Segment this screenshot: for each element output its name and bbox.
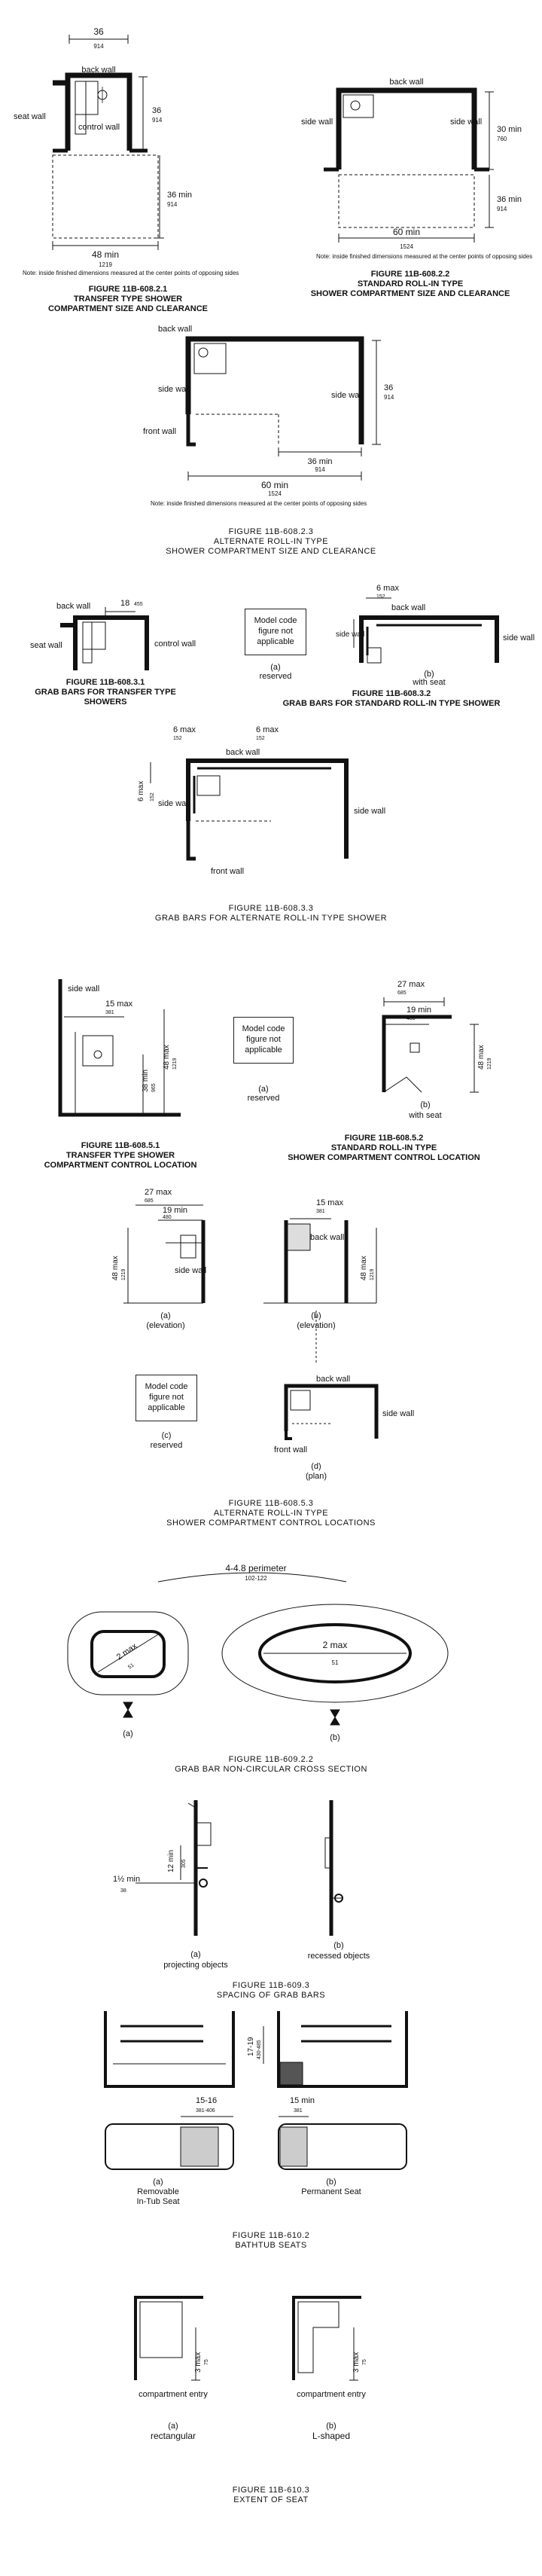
label-b: (b) [333, 1941, 344, 1950]
side-wall-label: side wall [68, 984, 100, 993]
dim-12-mm: 305 [181, 1859, 187, 1868]
dim-6b: 6 max [256, 725, 279, 734]
dim-bottom-mm: 1219 [99, 261, 112, 268]
dim-b: 2 max [322, 1640, 348, 1650]
dim-bottom: 48 min [91, 249, 120, 260]
dim-15-16-mm: 381-406 [196, 2108, 215, 2114]
label-d: (d) [311, 1462, 321, 1471]
dim-a-mm: 51 [127, 1662, 136, 1671]
label-a-text: projecting objects [163, 1961, 228, 1970]
dim-bottom: 60 min [392, 227, 421, 237]
caption-line: SHOWER COMPARTMENT CONTROL LOCATIONS [166, 1518, 376, 1528]
label-a-text: reserved [247, 1094, 280, 1103]
caption-line: FIGURE 11B-610.3 [232, 2486, 310, 2495]
dim-bottom-mm: 1524 [268, 490, 282, 497]
label-b-text: with seat [413, 678, 446, 687]
dim-48-mm: 1219 [487, 1058, 492, 1070]
side-wall-d-label: side wall [382, 1409, 415, 1418]
dim-6b-mm: 152 [256, 736, 265, 741]
side-wall-right-label: side wall [503, 633, 535, 642]
caption-line: FIGURE 11B-608.2.2 [370, 270, 450, 279]
front-wall-label: front wall [143, 427, 177, 436]
label-b: (b) [424, 670, 434, 679]
caption-line: EXTENT OF SEAT [233, 2495, 309, 2504]
side-wall-right-label: side wall [450, 118, 483, 127]
fig-609-3-drawing [83, 1793, 459, 2004]
dim-19-mm: 480 [163, 1215, 172, 1220]
dim-15-16: 15-16 [196, 2096, 218, 2105]
dim-27: 27 max [145, 1188, 172, 1197]
perimeter-mm: 102-122 [245, 1575, 267, 1582]
fig-608-5-3-drawing [90, 1183, 452, 1499]
caption-line: FIGURE 11B-609.3 [232, 1981, 310, 1990]
dim-top-mm: 914 [93, 43, 104, 50]
caption-line: ALTERNATE ROLL-IN TYPE [213, 1509, 329, 1518]
fig-608-5-2-caption [233, 1134, 534, 1163]
side-wall-left-label: side wall [158, 385, 190, 394]
side-wall-right-label: side wall [331, 391, 364, 400]
dim-17: 17-19 [247, 2037, 255, 2056]
caption-line: COMPARTMENT CONTROL LOCATION [44, 1161, 197, 1170]
fig-608-5-2-drawing [354, 972, 542, 1122]
caption-line: FIGURE 11B-610.2 [232, 2231, 310, 2240]
fig-608-2-3-note: Note: inside finished dimensions measured at the center points of opposing sides [151, 500, 367, 507]
dim-bottom: 60 min [260, 480, 289, 490]
back-wall-label: back wall [158, 325, 193, 334]
dim-right: 36 [384, 383, 394, 392]
fig-608-3-2-caption [248, 689, 534, 709]
label-a-text: Removable [137, 2187, 179, 2196]
caption-line: FIGURE 11B-608.3.1 [65, 678, 145, 687]
dim-clear-mm: 914 [315, 466, 325, 473]
caption-line: FIGURE 11B-608.5.1 [81, 1141, 160, 1150]
caption-line: COMPARTMENT SIZE AND CLEARANCE [47, 304, 209, 313]
front-wall-d-label: front wall [274, 1445, 308, 1454]
label-c-text: reserved [150, 1441, 183, 1450]
label-a-text-2: In-Tub Seat [136, 2197, 180, 2206]
caption-line: FIGURE 11B-608.2.1 [88, 285, 168, 294]
dim-clear: 36 min [497, 195, 522, 204]
dim-clear-mm: 914 [167, 201, 178, 208]
fig-608-2-3-caption [113, 527, 429, 557]
fig-608-2-2-caption [286, 270, 534, 299]
dim-right-mm: 914 [152, 117, 163, 124]
caption-line: TRANSFER TYPE SHOWER [65, 1151, 175, 1160]
dim-19: 19 min [163, 1206, 188, 1215]
dim-15-mm: 381 [294, 2108, 303, 2114]
dim-1half-mm: 38 [120, 1888, 126, 1894]
back-wall-d-label: back wall [316, 1375, 351, 1384]
caption-line: SHOWER COMPARTMENT SIZE AND CLEARANCE [310, 289, 510, 298]
caption-line: FIGURE 11B-608.5.3 [228, 1499, 314, 1508]
dim-clear: 36 min [307, 457, 333, 466]
label-b-text: with seat [409, 1111, 442, 1120]
fig-608-5-1-drawing [0, 964, 226, 1137]
dim-17-mm: 430-485 [257, 2040, 262, 2059]
dim-top: 36 [93, 26, 104, 37]
side-wall-label: side wall [175, 1266, 207, 1275]
label-b: (b) [420, 1100, 431, 1109]
front-wall-label: front wall [211, 867, 245, 876]
fig-608-3-1-caption [15, 678, 196, 707]
fig-608-2-2-note: Note: inside finished dimensions measured at the center points of opposing sides [316, 253, 533, 260]
caption-line: FIGURE 11B-608.3.2 [352, 689, 431, 698]
dim-38-mm: 965 [151, 1083, 157, 1092]
label-b-text: (elevation) [297, 1321, 336, 1330]
fig-608-3-2-drawing [331, 580, 542, 685]
seat-wall-label: seat wall [30, 641, 62, 650]
label-b: (b) [330, 1733, 340, 1742]
label-a: (a) [153, 2178, 163, 2187]
back-wall-label: back wall [310, 1233, 345, 1242]
label-d-text: (plan) [305, 1472, 327, 1481]
dim-27-mm: 685 [145, 1198, 154, 1204]
dim-48b-mm: 1219 [370, 1268, 375, 1280]
dim-19: 19 min [406, 1006, 432, 1015]
label-a-text: rectangular [150, 2431, 196, 2441]
caption-line: TRANSFER TYPE SHOWER [73, 295, 183, 304]
back-wall-label: back wall [389, 78, 424, 87]
control-wall-label: control wall [154, 639, 196, 649]
dim-b: 3 max [352, 2352, 361, 2373]
label-a: (a) [168, 2422, 178, 2431]
fig-608-2-1-note: Note: inside finished dimensions measured at the center points of opposing sides [23, 270, 239, 276]
dim-6a: 6 max [173, 725, 196, 734]
label-b-text: L-shaped [312, 2431, 351, 2441]
label-a: (a) [190, 1950, 201, 1959]
dim-a: 3 max [194, 2352, 202, 2373]
control-wall-label: control wall [78, 123, 120, 132]
back-wall-label: back wall [56, 602, 91, 611]
fig-608-3-3-caption [128, 904, 414, 923]
caption-line: ALTERNATE ROLL-IN TYPE [213, 537, 329, 546]
fig-608-5-1-caption [23, 1141, 218, 1170]
label-b: (b) [311, 1311, 321, 1320]
label-a: (a) [123, 1729, 133, 1738]
dim-48: 48 max [477, 1045, 486, 1070]
side-wall-right-label: side wall [354, 807, 386, 816]
dim-right-mm: 760 [497, 136, 507, 142]
dim-right-mm: 914 [384, 394, 394, 401]
dim-6c-mm: 152 [150, 792, 155, 801]
fig-608-2-2-drawing [271, 0, 542, 316]
label-a: (a) [258, 1085, 269, 1094]
back-wall-label: back wall [391, 603, 426, 612]
label-b-text: Permanent Seat [301, 2187, 361, 2196]
dim-15-mm: 381 [316, 1209, 325, 1214]
dim-15: 15 min [290, 2096, 315, 2105]
label-a-text: (elevation) [146, 1321, 185, 1330]
fig-610-3-caption [105, 2486, 437, 2505]
seat-wall-label: seat wall [14, 112, 46, 121]
caption-line: GRAB BAR NON-CIRCULAR CROSS SECTION [175, 1765, 367, 1774]
dim-a: 2 max [114, 1641, 139, 1662]
caption-line: FIGURE 11B-608.5.2 [344, 1134, 424, 1143]
dim-6: 6 max [376, 584, 399, 593]
entry-b: compartment entry [297, 2390, 366, 2399]
dim-a-mm: 75 [204, 2359, 209, 2365]
entry-a: compartment entry [139, 2390, 208, 2399]
fig-610-2-caption [105, 2231, 437, 2251]
caption-line: SHOWER COMPARTMENT CONTROL LOCATION [288, 1153, 480, 1162]
dim-b-mm: 75 [362, 2359, 367, 2365]
perimeter-label: 4-4.8 perimeter [225, 1563, 287, 1573]
model-code-box: Model code figure not applicable [136, 1375, 197, 1421]
side-wall-left-label: side wall [336, 630, 365, 639]
dim-b-mm: 51 [331, 1659, 339, 1666]
side-wall-left-label: side wall [158, 799, 190, 808]
dim-right: 36 [152, 106, 162, 115]
dim-6-mm: 152 [376, 594, 385, 600]
dim-1half: 1½ min [113, 1875, 141, 1884]
dim-right: 30 min [497, 125, 522, 134]
caption-line: BATHTUB SEATS [235, 2241, 307, 2250]
label-a: (a) [160, 1311, 171, 1320]
dim-15-mm: 381 [105, 1010, 114, 1015]
label-b: (b) [326, 2178, 336, 2187]
dim-48-mm: 1219 [172, 1058, 178, 1070]
side-wall-left-label: side wall [301, 118, 333, 127]
dim-27: 27 max [397, 980, 425, 989]
fig-608-2-3-drawing [113, 301, 459, 527]
fig-608-5-3-caption [90, 1499, 452, 1528]
dim-48a-mm: 1219 [121, 1268, 126, 1280]
back-wall-label: back wall [226, 748, 260, 757]
fig-609-2-2-caption [105, 1755, 437, 1775]
dim-6a-mm: 152 [173, 736, 182, 741]
fig-608-3-3-drawing [136, 723, 406, 896]
caption-line: GRAB BARS FOR STANDARD ROLL-IN TYPE SHOWER [282, 699, 501, 708]
caption-line: FIGURE 11B-608.2.3 [228, 527, 314, 536]
dim-48: 48 max [163, 1045, 171, 1070]
dim-clear-mm: 914 [497, 206, 507, 212]
fig-609-2-2-drawing [30, 1559, 512, 1747]
fig-609-3-caption [105, 1981, 437, 2001]
fig-610-3-drawing [105, 2267, 437, 2493]
back-wall-label: back wall [81, 66, 116, 75]
model-code-box: Model code figure not applicable [245, 609, 306, 655]
caption-line: FIGURE 11B-609.2.2 [228, 1755, 314, 1764]
caption-line: STANDARD ROLL-IN TYPE [330, 1143, 437, 1152]
fig-610-2-drawing [75, 2004, 467, 2214]
caption-line: GRAB BARS FOR TRANSFER TYPE SHOWERS [35, 688, 176, 707]
dim-12: 12 min [167, 1849, 175, 1872]
dim-18: 18 [120, 599, 130, 608]
caption-line: SHOWER COMPARTMENT SIZE AND CLEARANCE [166, 547, 376, 556]
label-c: (c) [161, 1431, 172, 1440]
dim-clear: 36 min [167, 191, 193, 200]
caption-line: GRAB BARS FOR ALTERNATE ROLL-IN TYPE SHOWER [154, 914, 388, 923]
dim-15: 15 max [105, 1000, 133, 1009]
label-a: (a) [270, 663, 281, 672]
dim-48b: 48 max [360, 1256, 368, 1280]
caption-line: FIGURE 11B-608.3.3 [228, 904, 314, 913]
caption-line: STANDARD ROLL-IN TYPE [357, 279, 464, 288]
caption-line: SPACING OF GRAB BARS [216, 1991, 326, 2000]
dim-18-mm: 455 [134, 602, 143, 607]
model-code-box: Model code figure not applicable [233, 1017, 294, 1064]
label-b-text: recessed objects [307, 1952, 370, 1961]
dim-15: 15 max [316, 1198, 344, 1207]
dim-bottom-mm: 1524 [400, 243, 413, 250]
label-a-text: reserved [259, 672, 292, 681]
dim-38: 38 min [142, 1069, 150, 1092]
label-b: (b) [326, 2422, 336, 2431]
dim-19-mm: 480 [406, 1016, 416, 1021]
dim-6c: 6 max [137, 780, 145, 801]
dim-27-mm: 685 [397, 990, 406, 996]
dim-48a: 48 max [111, 1256, 120, 1280]
